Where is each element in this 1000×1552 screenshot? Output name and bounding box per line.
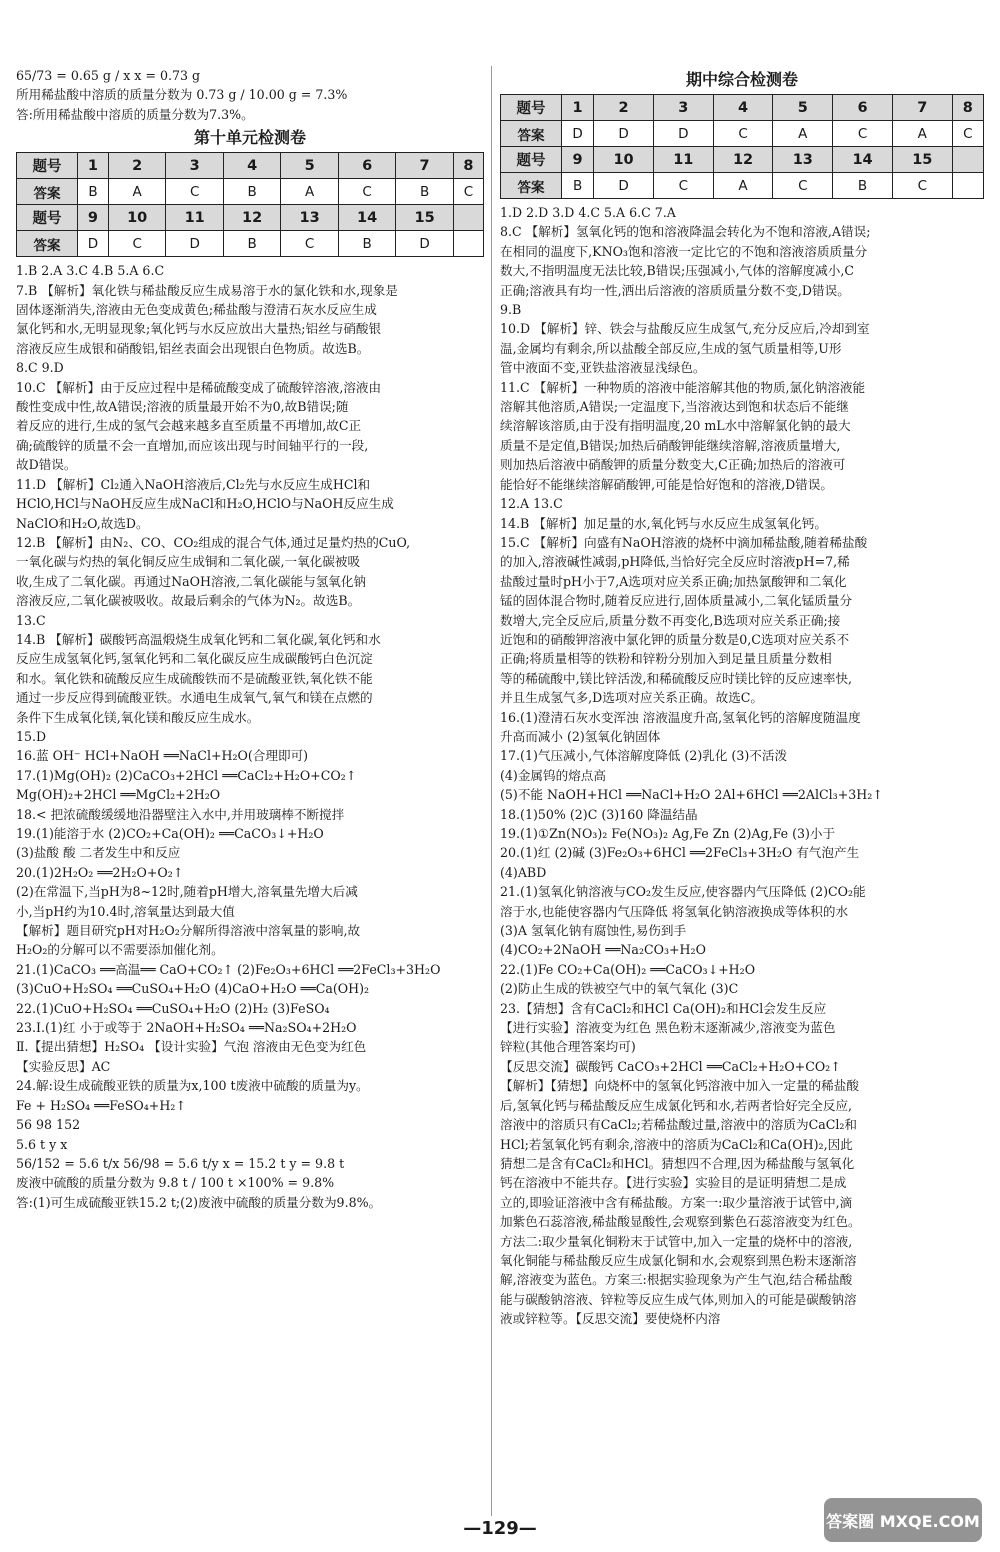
answer-line: 13.C [16, 612, 46, 628]
answer-line: 5.6 t y x [16, 1136, 68, 1152]
table-cell: 10 [108, 205, 165, 231]
table-cell: B [223, 231, 280, 257]
answer-line: 答:(1)可生成硫酸亚铁15.2 t;(2)废液中硫酸的质量分数为9.8%。 [16, 1194, 382, 1210]
table-cell: 15 [396, 205, 453, 231]
table-cell: 6 [338, 153, 395, 179]
table-cell: 13 [281, 205, 338, 231]
answer-line: 12.A 13.C [500, 496, 563, 512]
answer-line: 17.(1)Mg(OH)₂ (2)CaCO₃+2HCl ══CaCl₂+H₂O+CO₂↑ [16, 767, 357, 783]
table-cell: 1 [562, 95, 594, 121]
answer-line: 21.(1)氢氧化钠溶液与CO₂发生反应,使容器内气压降低 (2)CO₂能 [500, 884, 866, 900]
answer-line: 17.(1)气压减小,气体溶解度降低 (2)乳化 (3)不活泼 [500, 748, 788, 764]
table-cell: C [833, 121, 893, 147]
table-row [501, 147, 984, 173]
table-cell: C [281, 231, 338, 257]
answer-line: HCl;若氢氧化钙有剩余,溶液中的溶质为CaCl₂和Ca(OH)₂,因此 [500, 1136, 853, 1152]
row-label: 题号 [17, 205, 78, 231]
answer-line: 酸性变成中性,故A错误;溶液的质量最开始不为0,故B错误;随 [16, 399, 349, 415]
right-answer-table [500, 94, 984, 199]
answer-line: NaClO和H₂O,故选D。 [16, 515, 149, 531]
row-label: 题号 [501, 147, 562, 173]
answer-line: 22.(1)Fe CO₂+Ca(OH)₂ ══CaCO₃↓+H₂O [500, 961, 756, 977]
answer-line: 1.D 2.D 3.D 4.C 5.A 6.C 7.A [500, 205, 676, 220]
row-label: 答案 [501, 121, 562, 147]
answer-line: 所用稀盐酸中溶质的质量分数为 0.73 g / 10.00 g = 7.3% [16, 87, 348, 103]
answer-line: 56/152 = 5.6 t/x 56/98 = 5.6 t/y x = 15.2 t y = 9.8 t [16, 1155, 345, 1171]
table-cell: 15 [892, 147, 952, 173]
answer-line: 7.B 【解析】氧化铁与稀盐酸反应生成易溶于水的氯化铁和水,现象是 [16, 282, 398, 298]
answer-line: (2)在常温下,当pH为8~12时,随着pH增大,溶氧量先增大后减 [16, 884, 358, 900]
table-cell: 7 [396, 153, 453, 179]
answer-line: H₂O₂的分解可以不需要添加催化剂。 [16, 942, 224, 958]
answer-line: 管中液面不变,亚铁盐溶液显浅绿色。 [500, 360, 706, 376]
answer-line: 正确;溶液具有均一性,洒出后溶液的溶质质量分数不变,D错误。 [500, 282, 850, 298]
answer-line: 确;硫酸锌的质量不会一直增加,而应该出现与时间轴平行的一段, [16, 437, 369, 453]
answer-line: 溶液反应生成银和硝酸铝,铝丝表面会出现银白色物质。故选B。 [16, 340, 370, 356]
answer-line: 11.C 【解析】一种物质的溶液中能溶解其他的物质,氯化钠溶液能 [500, 379, 866, 395]
table-cell: 6 [833, 95, 893, 121]
answer-line: 21.(1)CaCO₃ ══高温══ CaO+CO₂↑ (2)Fe₂O₃+6HCl ══2FeCl₃+3H₂O [16, 961, 441, 977]
row-label: 题号 [501, 95, 562, 121]
answer-line: 并且生成氢气多,D选项对应关系正确。故选C。 [500, 690, 764, 706]
table-cell: A [773, 121, 833, 147]
table-cell: 3 [653, 95, 713, 121]
answer-line: 盐酸过量时pH小于7,A选项对应关系正确;加热氯酸钾和二氧化 [500, 573, 847, 589]
page-number: —129— [463, 1518, 537, 1539]
table-row [501, 95, 984, 121]
answer-line: 20.(1)2H₂O₂ ══2H₂O+O₂↑ [16, 864, 184, 880]
table-cell: 14 [338, 205, 395, 231]
column-divider [491, 66, 492, 1516]
answer-line: (3)A 氢氧化钠有腐蚀性,易伤到手 [500, 923, 687, 939]
table-cell: 2 [108, 153, 165, 179]
answer-line: 方法二:取少量氧化铜粉末于试管中,加入一定量的烧杯中的溶液, [500, 1233, 853, 1249]
row-label: 答案 [17, 179, 78, 205]
answer-line: 9.B [500, 302, 522, 318]
table-cell: A [892, 121, 952, 147]
answer-line: 溶解其他溶质,A错误;一定温度下,当溶液达到饱和状态后不能继 [500, 399, 849, 415]
answer-line: 废液中硫酸的质量分数为 9.8 t / 100 t ×100% = 9.8% [16, 1175, 335, 1191]
answer-line: 猜想二是含有CaCl₂和HCl。猜想四不合理,因为稀盐酸与氢氧化 [500, 1155, 855, 1171]
table-cell: C [166, 179, 223, 205]
answer-line: 钙在溶液中不能共存。【进行实验】实验目的是证明猜想二是成 [500, 1175, 847, 1191]
answer-line: 8.C 9.D [16, 360, 64, 376]
table-cell: 12 [713, 147, 773, 173]
answer-line: 14.B 【解析】碳酸钙高温煅烧生成氧化钙和二氧化碳,氧化钙和水 [16, 631, 381, 647]
table-cell: 13 [773, 147, 833, 173]
table-cell: D [562, 121, 594, 147]
answer-line: 16.蓝 OH⁻ HCl+NaOH ══NaCl+H₂O(合理即可) [16, 748, 309, 764]
table-cell: 9 [78, 205, 109, 231]
answer-line: 后,氢氧化钙与稀盐酸反应生成氯化钙和水,若两者恰好完全反应, [500, 1097, 853, 1113]
row-label: 答案 [501, 173, 562, 199]
answer-line: 和水。氧化铁和硫酸反应生成硫酸铁而不是硫酸亚铁,氧化铁不能 [16, 670, 373, 686]
answer-line: 18.< 把浓硫酸缓缓地沿器壁注入水中,并用玻璃棒不断搅拌 [16, 806, 345, 822]
table-cell: B [223, 179, 280, 205]
table-cell [453, 231, 483, 257]
table-cell: C [713, 121, 773, 147]
answer-line: 通过一步反应得到硫酸亚铁。水通电生成氧气,氧气和镁在点燃的 [16, 690, 373, 706]
answer-line: 8.C 【解析】氢氧化钙的饱和溶液降温会转化为不饱和溶液,A错误; [500, 224, 871, 240]
table-cell: B [396, 179, 453, 205]
table-cell: C [653, 173, 713, 199]
answer-line: 氯化钙和水,无明显现象;氧化钙与水反应放出大量热;铝丝与硝酸银 [16, 321, 382, 337]
table-row [501, 121, 984, 147]
table-cell: 9 [562, 147, 594, 173]
answer-line: 20.(1)红 (2)碱 (3)Fe₂O₃+6HCl ══2FeCl₃+3H₂O 有气泡产生 [500, 845, 860, 861]
answer-line: 锌粒(其他合理答案均可) [500, 1039, 636, 1055]
answer-line: 等的稀硫酸中,镁比锌活泼,和稀硫酸反应时镁比锌的反应速率快, [500, 670, 853, 686]
answer-line: 温,金属均有剩余,所以盐酸全部反应,生成的氢气质量相等,U形 [500, 340, 842, 356]
table-cell: A [713, 173, 773, 199]
table-cell: 12 [223, 205, 280, 231]
table-cell: 8 [952, 95, 983, 121]
table-row [17, 205, 484, 231]
answer-line: 反应生成氢氧化钙,氢氧化钙和二氧化碳反应生成碳酸钙白色沉淀 [16, 651, 373, 667]
answer-line: 溶液反应,二氧化碳被吸收。故最后剩余的气体为N₂。故选B。 [16, 593, 361, 609]
answer-line: 【进行实验】溶液变为红色 黑色粉末逐渐减少,溶液变为蓝色 [500, 1020, 836, 1036]
answer-line: 数大,不指明温度无法比较,B错误;压强减小,气体的溶解度减小,C [500, 263, 854, 279]
right-answer-lines [500, 203, 984, 1329]
left-section-title: 第十单元检测卷 [193, 128, 306, 148]
answer-line: 着反应的进行,生成的氢气会越来越多直至质量不再增加,故C正 [16, 418, 362, 434]
table-cell: 11 [653, 147, 713, 173]
table-cell: 4 [713, 95, 773, 121]
table-cell [453, 205, 483, 231]
left-answer-lines [16, 261, 484, 1212]
answer-line: 的加入,溶液碱性减弱,pH降低,当恰好完全反应时溶液pH=7,稀 [500, 554, 850, 570]
table-cell: C [892, 173, 952, 199]
table-cell: C [952, 121, 983, 147]
answer-line: 15.C 【解析】向盛有NaOH溶液的烧杯中滴加稀盐酸,随着稀盐酸 [500, 534, 868, 550]
answer-line: 22.(1)CuO+H₂SO₄ ══CuSO₄+H₂O (2)H₂ (3)FeSO₄ [16, 1000, 330, 1016]
right-section-title: 期中综合检测卷 [685, 70, 798, 89]
answer-line: 氧化铜能与稀盐酸反应生成氯化铜和水,会观察到黑色粉末逐渐溶 [500, 1252, 857, 1268]
answer-line: (2)防止生成的铁被空气中的氧气氧化 (3)C [500, 981, 739, 997]
answer-line: (4)金属钨的熔点高 [500, 767, 606, 783]
answer-line: 升高而减小 (2)氢氧化钠固体 [500, 728, 661, 744]
answer-line: 在相同的温度下,KNO₃饱和溶液一定比它的不饱和溶液溶质质量分 [500, 243, 868, 259]
answer-line: 收,生成了二氧化碳。再通过NaOH溶液,二氧化碳能与氢氧化钠 [16, 573, 367, 589]
answer-line: 24.解:设生成硫酸亚铁的质量为x,100 t废液中硫酸的质量为y。 [16, 1078, 369, 1094]
answer-line: 正确;将质量相等的铁粉和锌粉分别加入到足量且质量分数相 [500, 651, 832, 667]
answer-line: 则加热后溶液中硝酸钾的质量分数变大,C正确;加热后的溶液可 [500, 457, 846, 473]
answer-line: 续溶解该溶质,由于没有指明温度,20 mL水中溶解氯化钠的最大 [500, 418, 851, 434]
watermark-logo: 答案圈 MXQE.COM [824, 1498, 982, 1542]
table-cell: 2 [594, 95, 654, 121]
answer-line: Ⅱ.【提出猜想】H₂SO₄ 【设计实验】气泡 溶液由无色变为红色 [16, 1039, 367, 1055]
answer-line: 能与碳酸钠溶液、锌粒等反应生成气体,则加入的可能是碳酸钠溶 [500, 1291, 857, 1307]
answer-line: 14.B 【解析】加足量的水,氧化钙与水反应生成氢氧化钙。 [500, 515, 827, 531]
answer-line: 近饱和的硝酸钾溶液中氯化钾的质量分数是0,C选项对应关系不 [500, 631, 850, 647]
answer-line: Fe + H₂SO₄ ══FeSO₄+H₂↑ [16, 1097, 186, 1113]
table-cell: B [78, 179, 109, 205]
left-column [16, 66, 484, 1212]
row-label: 题号 [17, 153, 78, 179]
table-cell: 7 [892, 95, 952, 121]
table-cell: A [108, 179, 165, 205]
answer-line: 56 98 152 [16, 1117, 81, 1133]
answer-line: 65/73 = 0.65 g / x x = 0.73 g [16, 68, 201, 83]
answer-line: 16.(1)澄清石灰水变浑浊 溶液温度升高,氢氧化钙的溶解度随温度 [500, 709, 861, 725]
table-cell: B [562, 173, 594, 199]
table-row [17, 231, 484, 257]
table-cell: B [338, 231, 395, 257]
table-cell [952, 173, 983, 199]
answer-line: 19.(1)能溶于水 (2)CO₂+Ca(OH)₂ ══CaCO₃↓+H₂O [16, 826, 324, 841]
answer-line: 10.C 【解析】由于反应过程中是稀硫酸变成了硫酸锌溶液,溶液由 [16, 379, 382, 395]
table-cell: 3 [166, 153, 223, 179]
answer-line: 数增大,完全反应后,质量分数不再变化,B选项对应关系正确;接 [500, 612, 841, 628]
answer-line: 【实验反思】AC [16, 1058, 111, 1074]
table-cell: C [453, 179, 483, 205]
table-cell: A [281, 179, 338, 205]
answer-line: 锰的固体混合物时,随着反应进行,固体质量减小,二氧化锰质量分 [500, 593, 853, 609]
left-top-lines [16, 66, 484, 124]
answer-line: 10.D 【解析】锌、铁会与盐酸反应生成氢气,充分反应后,冷却到室 [500, 321, 870, 337]
table-row [17, 179, 484, 205]
table-row [501, 173, 984, 199]
table-cell: D [594, 121, 654, 147]
table-row [17, 153, 484, 179]
table-cell: C [338, 179, 395, 205]
answer-line: 立的,即验证溶液中含有稀盐酸。方案一:取少量溶液于试管中,滴 [500, 1194, 853, 1210]
table-cell: D [78, 231, 109, 257]
answer-line: 11.D 【解析】Cl₂通入NaOH溶液后,Cl₂先与水反应生成HCl和 [16, 476, 371, 492]
answer-line: 答:所用稀盐酸中溶质的质量分数为7.3%。 [16, 106, 254, 122]
right-column [500, 66, 984, 1329]
answer-line: 液或锌粒等。【反思交流】要使烧杯内溶 [500, 1311, 721, 1327]
table-cell: D [594, 173, 654, 199]
table-cell: 4 [223, 153, 280, 179]
answer-line: 质量不是定值,B错误;加热后硝酸钾能继续溶解,溶液质量增大, [500, 437, 841, 453]
table-cell: 8 [453, 153, 483, 179]
answer-line: (3)CuO+H₂SO₄ ══CuSO₄+H₂O (4)CaO+H₂O ══Ca(OH)₂ [16, 981, 370, 997]
answer-line: 23.【猜想】含有CaCl₂和HCl Ca(OH)₂和HCl会发生反应 [500, 1000, 827, 1016]
answer-line: 1.B 2.A 3.C 4.B 5.A 6.C [16, 263, 165, 279]
answer-line: 解,溶液变为蓝色。方案三:根据实验现象为产生气泡,结合稀盐酸 [500, 1272, 853, 1288]
answer-line: 12.B 【解析】由N₂、CO、CO₂组成的混合气体,通过足量灼热的CuO, [16, 534, 411, 550]
table-cell: 11 [166, 205, 223, 231]
answer-line: 【反思交流】碳酸钙 CaCO₃+2HCl ══CaCl₂+H₂O+CO₂↑ [500, 1058, 841, 1074]
answer-line: HClO,HCl与NaOH反应生成NaCl和H₂O,HClO与NaOH反应生成 [16, 496, 394, 512]
answer-line: 15.D [16, 728, 47, 744]
table-cell: D [396, 231, 453, 257]
table-cell: 10 [594, 147, 654, 173]
answer-line: (5)不能 NaOH+HCl ══NaCl+H₂O 2Al+6HCl ══2AlCl₃+3H₂↑ [500, 787, 883, 803]
answer-line: 条件下生成氧化镁,氧化镁和酸反应生成水。 [16, 709, 260, 725]
table-cell: 5 [773, 95, 833, 121]
answer-line: 能恰好不能继续溶解硝酸钾,可能是恰好饱和的溶液,D错误。 [500, 476, 833, 492]
answer-line: 23.Ⅰ.(1)红 小于或等于 2NaOH+H₂SO₄ ══Na₂SO₄+2H₂O [16, 1020, 357, 1036]
answer-line: 【解析】题目研究pH对H₂O₂分解所得溶液中溶氧量的影响,故 [16, 923, 361, 939]
answer-line: 加紫色石蕊溶液,稀盐酸显酸性,会观察到紫色石蕊溶液变为红色。 [500, 1214, 861, 1230]
row-label: 答案 [17, 231, 78, 257]
table-cell: C [108, 231, 165, 257]
answer-line: 溶液中的溶质只有CaCl₂;若稀盐酸过量,溶液中的溶质为CaCl₂和 [500, 1117, 858, 1133]
answer-line: 【解析】【猜想】向烧杯中的氢氧化钙溶液中加入一定量的稀盐酸 [500, 1078, 859, 1094]
table-cell: C [773, 173, 833, 199]
answer-line: 故D错误。 [16, 457, 77, 473]
table-cell: 5 [281, 153, 338, 179]
answer-line: Mg(OH)₂+2HCl ══MgCl₂+2H₂O [16, 787, 221, 803]
answer-line: (3)盐酸 酸 二者发生中和反应 [16, 845, 181, 861]
answer-line: (4)ABD [500, 864, 547, 880]
answer-line: 18.(1)50% (2)C (3)160 降温结晶 [500, 806, 698, 822]
answer-line: 小,当pH约为10.4时,溶氧量达到最大值 [16, 903, 235, 919]
table-cell: 1 [78, 153, 109, 179]
answer-line: 溶于水,也能使容器内气压降低 将氢氧化钠溶液换成等体积的水 [500, 903, 849, 919]
table-cell: D [166, 231, 223, 257]
table-cell [952, 147, 983, 173]
table-cell: D [653, 121, 713, 147]
table-cell: B [833, 173, 893, 199]
answer-line: 一氧化碳与灼热的氧化铜反应生成铜和二氧化碳,一氧化碳被吸 [16, 554, 361, 570]
answer-line: (4)CO₂+2NaOH ══Na₂CO₃+H₂O [500, 942, 706, 958]
answer-line: 固体逐渐消失,溶液由无色变成黄色;稀盐酸与澄清石灰水反应生成 [16, 302, 377, 318]
left-answer-table [16, 152, 484, 257]
table-cell: 14 [833, 147, 893, 173]
answer-line: 19.(1)①Zn(NO₃)₂ Fe(NO₃)₂ Ag,Fe Zn (2)Ag,Fe (3)小于 [500, 826, 836, 841]
